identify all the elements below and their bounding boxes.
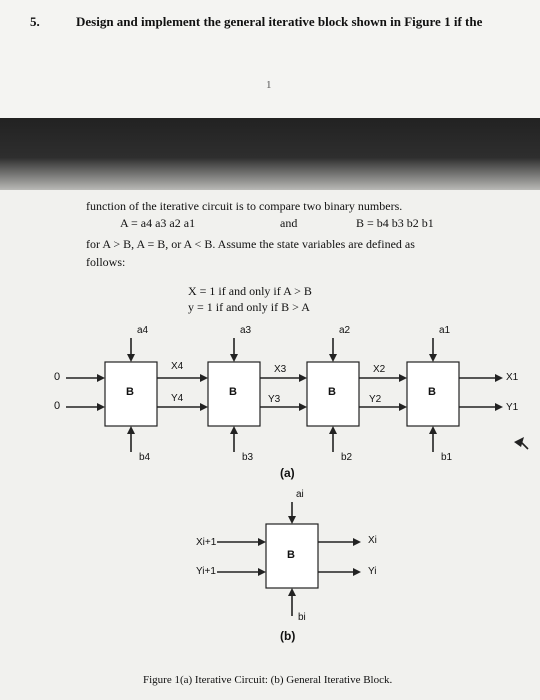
block-label-3: B [229,386,237,398]
x-output-i: Xi [368,535,377,546]
y-input-i-plus-1: Yi+1 [196,566,216,577]
figure-b-label: (b) [280,629,296,643]
body-line-1: function of the iterative circuit is to compare two binary numbers. [86,199,403,213]
page-number: 1 [266,79,272,91]
bottom-input-b3: b3 [242,452,254,463]
bottom-input-bi: bi [298,612,306,623]
body-line-2: for A > B, A = B, or A < B. Assume the state variables are defined as [86,237,415,251]
bottom-input-b1: b1 [441,452,453,463]
block-label-4: B [126,386,134,398]
x-signal-4: X4 [171,361,184,372]
top-input-a4: a4 [137,325,149,336]
y-output-i: Yi [368,566,377,577]
top-input-a1: a1 [439,325,451,336]
x-input-i-plus-1: Xi+1 [196,537,217,548]
x-signal-1: X1 [506,372,519,383]
equation-a: A = a4 a3 a2 a1 [120,216,196,230]
y-signal-2: Y2 [369,394,382,405]
left-input-x: 0 [54,371,61,383]
y-signal-3: Y3 [268,394,281,405]
left-input-y: 0 [54,400,61,412]
bottom-input-b4: b4 [139,452,151,463]
block-label-2: B [328,386,336,398]
question-number: 5. [30,14,40,29]
bottom-input-b2: b2 [341,452,353,463]
definition-x: X = 1 if and only if A > B [188,284,312,298]
figure-a-label: (a) [280,466,295,480]
top-input-a2: a2 [339,325,351,336]
arrow-pointer-icon [514,437,524,447]
y-signal-1: Y1 [506,402,519,413]
figure-caption: Figure 1(a) Iterative Circuit: (b) General Iterative Block. [143,674,393,686]
block-label-1: B [428,386,436,398]
x-signal-3: X3 [274,364,287,375]
y-signal-4: Y4 [171,393,184,404]
equation-and: and [280,216,298,230]
general-block-label: B [287,549,295,561]
top-input-ai: ai [296,489,304,500]
question-heading: Design and implement the general iterative block shown in Figure 1 if the [76,14,483,29]
x-signal-2: X2 [373,364,386,375]
top-input-a3: a3 [240,325,252,336]
equation-b: B = b4 b3 b2 b1 [356,216,434,230]
definition-y: y = 1 if and only if B > A [188,300,310,314]
body-line-3: follows: [86,255,126,269]
